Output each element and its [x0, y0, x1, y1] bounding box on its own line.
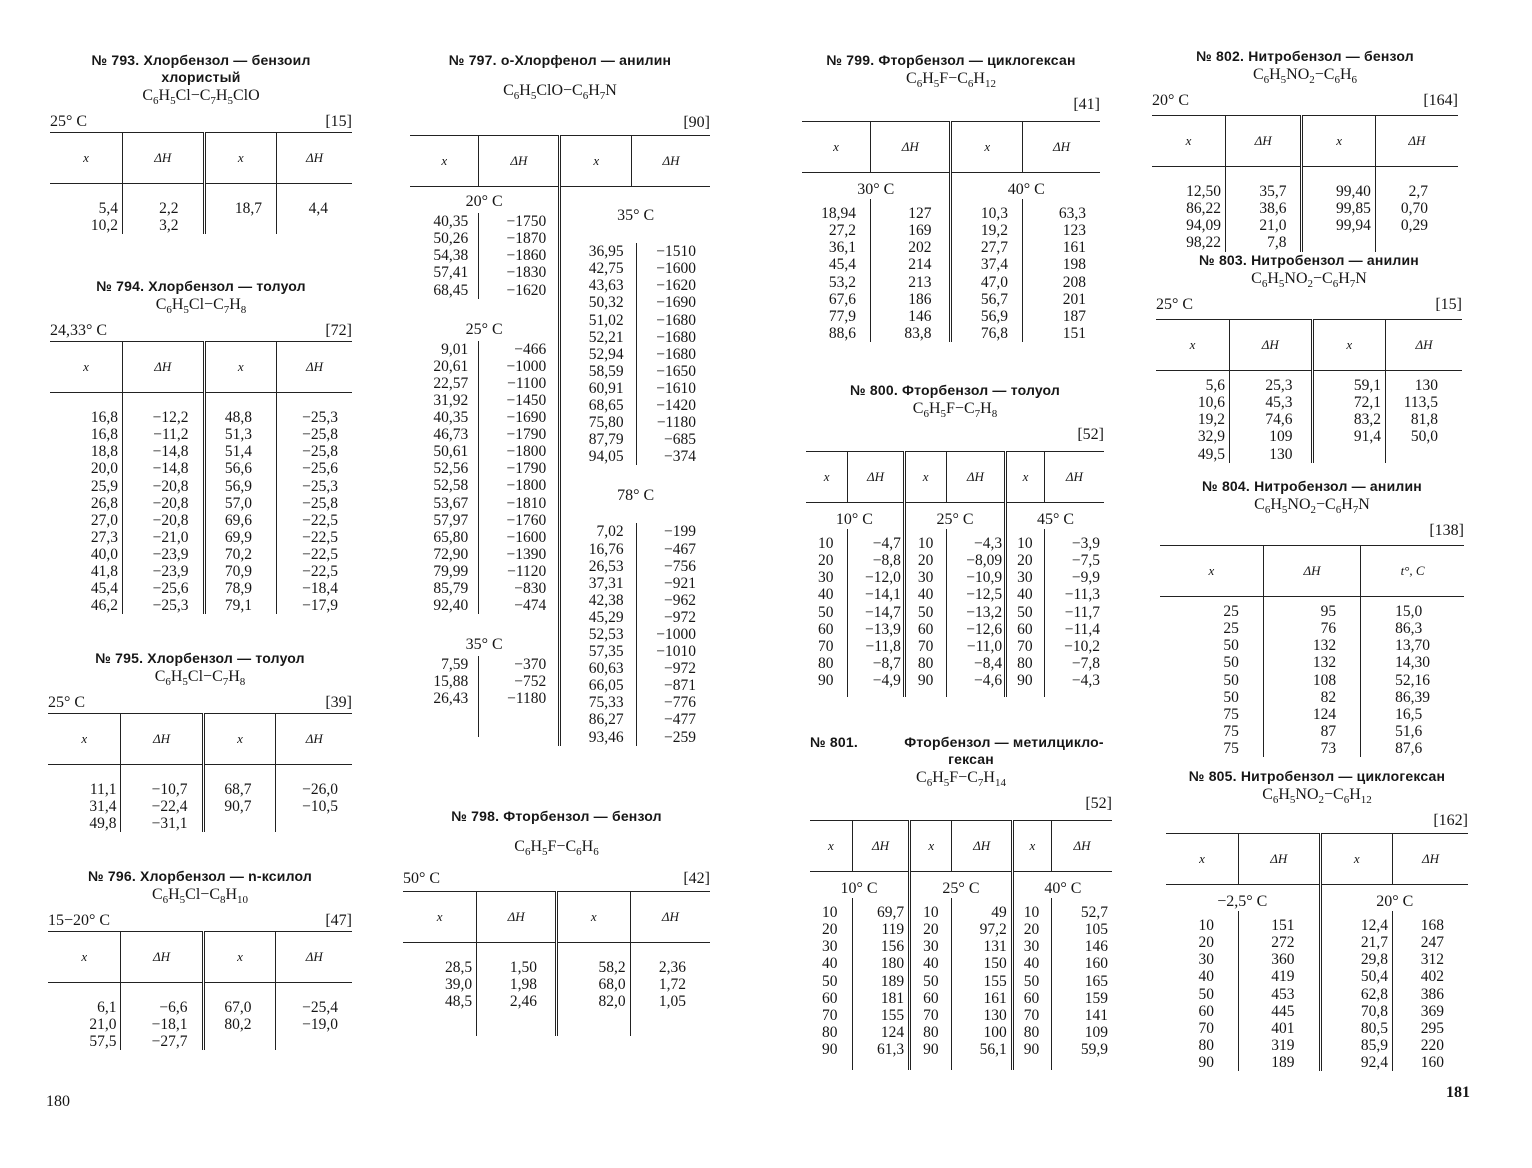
table-title: № 793. Хлорбензол — бензоил: [91, 52, 311, 68]
dh-values: −25,3 −25,8 −25,8 −25,6 −25,3 −25,8 −22,5 −22,5 −22,5 −22,5 −18,4 −17,9: [302, 409, 338, 615]
temperature-label: 35° C: [617, 207, 655, 225]
x-values: 10,3 19,2 27,7 37,4 47,0 56,7 56,9 76,8: [951, 199, 1023, 342]
x-values: 5,6 10,6 19,2 32,9 49,5: [1156, 371, 1229, 463]
table-title-continued: гексан: [948, 751, 994, 767]
temperature-values: 15,0 86,3 13,70 14,30 52,16 86,39 16,5 51,6 87,6: [1395, 603, 1430, 757]
x-values: 9,01 20,61 22,57 31,92 40,35 46,73 50,61 52,56 52,58 53,67 57,97 65,80 72,90 79,99 85,79 92,40: [433, 340, 469, 615]
page-number-right: 181: [1446, 1084, 1470, 1101]
temperature-label: 30° C: [802, 173, 951, 200]
x-values: 10 20 30 40 50 60 70 80 90: [1166, 911, 1238, 1071]
formula: $C_6H_5Cl-C_8H_{10}$: [151, 886, 249, 907]
series-20c: [410, 213, 558, 298]
x-values: 6,1 21,0 57,5: [48, 983, 121, 1051]
table-title: № 802. Нитробензол — бензол: [1196, 48, 1414, 64]
table-meta: [1156, 294, 1462, 315]
x-values: 10 20 30 40 50 60 70 80 90: [1006, 529, 1045, 697]
column-header: ΔH: [1238, 834, 1320, 885]
table-title: № 805. Нитробензол — циклогексан: [1188, 768, 1446, 784]
temperature-label: 45° C: [1037, 511, 1075, 529]
temperature: 15−20° C: [48, 912, 111, 930]
reference: [52]: [1085, 795, 1112, 813]
series-25c: [410, 341, 558, 615]
data-table: [410, 135, 710, 745]
table-meta: [50, 320, 352, 341]
reference: [164]: [1423, 92, 1458, 110]
data-table: [50, 341, 352, 614]
formula: $C_6H_5Cl-C_7H_8$: [154, 668, 246, 689]
column-header: x: [1012, 821, 1051, 872]
column-header: ΔH: [1263, 546, 1360, 597]
column-header: ΔH: [632, 136, 710, 187]
dh-values: 95 76 132 132 108 82 124 87 73: [1263, 597, 1360, 757]
column-header: ΔH: [848, 452, 905, 503]
table-801: [810, 734, 1112, 1070]
column-header: ΔH: [1023, 122, 1101, 173]
dh-values: 2,7 0,70 0,29: [1400, 183, 1428, 235]
formula: $C_6H_5F-C_7H_{14}$: [916, 769, 1006, 790]
reference: [72]: [325, 322, 352, 340]
column-header: x: [560, 136, 632, 187]
column-header: x: [48, 714, 121, 765]
dh-values: −12,2 −11,2 −14,8 −14,8 −20,8 −20,8 −20,8 −21,0 −23,9 −23,9 −25,6 −25,3: [122, 393, 204, 615]
table-793: [50, 52, 352, 234]
page-number-left: 180: [46, 1093, 70, 1110]
table-number: № 801.: [810, 734, 858, 750]
column-header: x: [1166, 834, 1238, 885]
dh-values: 52,7 105 146 160 165 159 141 109 59,9: [1080, 904, 1108, 1058]
series-35c: [561, 243, 710, 465]
column-header: ΔH: [1375, 116, 1458, 167]
data-table: [806, 451, 1104, 697]
data-table: [1160, 545, 1464, 757]
formula: $C_6H_5F-C_7H_8$: [912, 400, 998, 421]
temperature: 24,33° C: [50, 322, 108, 340]
table-meta: [1160, 520, 1464, 541]
dh-values: 69,7 119 156 180 189 181 155 124 61,3: [852, 898, 909, 1070]
x-values: 28,5 39,0 48,5: [403, 943, 477, 1037]
column-header: ΔH: [871, 122, 951, 173]
column-header: x: [203, 932, 276, 983]
column-header: x: [204, 133, 276, 184]
x-values: 10 20 30 40 50 60 70 80 90: [910, 898, 952, 1070]
right-half: [560, 187, 710, 746]
table-803: [1156, 252, 1462, 463]
column-header: x: [1156, 320, 1229, 371]
column-header: x: [910, 821, 952, 872]
formula: $C_6H_5NO_2-C_6H_7N$: [1254, 496, 1370, 517]
temperature-label: 35° C: [465, 636, 503, 654]
x-values: 59,1 72,1 83,2 91,4: [1312, 371, 1385, 463]
dh-values: −1750 −1870 −1860 −1830 −1620: [478, 213, 558, 298]
formula: $C_6H_5NO_2-C_6H_7N$: [1251, 270, 1367, 291]
x-values: 7,02 16,76 26,53 37,31 42,38 45,29 52,53 57,35 60,63 66,05 75,33 86,27 93,46: [588, 523, 624, 746]
x-values: 10 20 30 40 50 60 70 80 90: [904, 529, 946, 697]
column-header: ΔH: [1044, 452, 1104, 503]
column-header: ΔH: [1392, 834, 1468, 885]
table-meta: [806, 424, 1104, 445]
table-title: № 796. Хлорбензол — n-ксилол: [88, 868, 312, 884]
column-header: x: [50, 342, 122, 393]
dh-values: 1,50 1,98 2,46: [477, 943, 557, 1037]
column-header: ΔH: [122, 133, 204, 184]
column-header: ΔH: [1225, 116, 1302, 167]
series-78c: [561, 523, 710, 745]
dh-values: 63,3 123 161 198 208 201 187 151: [1058, 205, 1086, 342]
column-header: x: [802, 122, 871, 173]
dh-values: 151 272 360 419 453 445 401 319 189: [1238, 911, 1320, 1071]
table-800: [806, 382, 1104, 697]
column-header: ΔH: [946, 452, 1006, 503]
x-values: 36,95 42,75 43,63 50,32 51,02 52,21 52,94 58,59 60,91 68,65 75,80 87,79 94,05: [588, 243, 624, 466]
table-meta: [50, 111, 352, 132]
temperature-label: 25° C: [904, 503, 1005, 530]
dh-values: 2,2 3,2: [122, 184, 204, 235]
reference: [138]: [1429, 522, 1464, 540]
temperature-label: 25° C: [910, 872, 1013, 899]
column-header: ΔH: [276, 714, 352, 765]
column-header: x: [403, 892, 477, 943]
temperature: 25° C: [48, 694, 86, 712]
column-header: ΔH: [276, 342, 352, 393]
reference: [41]: [1073, 96, 1100, 114]
x-values: 48,8 51,3 51,4 56,6 56,9 57,0 69,6 69,9 70,2 70,9 78,9 79,1: [204, 393, 276, 615]
dh-values: 35,7 38,6 21,0 7,8: [1225, 167, 1302, 252]
x-values: 10 20 30 40 50 60 70 80 90: [1012, 898, 1051, 1070]
table-802: [1152, 48, 1458, 252]
formula: $C_6H_5ClO-C_6H_7N$: [503, 82, 617, 103]
temperature-label: 40° C: [1044, 880, 1082, 898]
x-values: 40,35 50,26 54,38 57,41 68,45: [433, 213, 469, 299]
left-half: [410, 187, 560, 746]
table-title: № 799. Фторбензол — циклогексан: [826, 52, 1076, 68]
table-title: № 803. Нитробензол — анилин: [1199, 252, 1419, 268]
x-values: 25 25 50 50 50 50 75 75 75: [1160, 597, 1263, 757]
reference: [42]: [683, 870, 710, 888]
column-header: x: [203, 714, 276, 765]
x-values: 58,2 68,0 82,0: [556, 943, 630, 1037]
data-table: [1166, 833, 1468, 1071]
temperature-label: 78° C: [617, 487, 655, 505]
column-header: ΔH: [121, 714, 203, 765]
column-header: x: [410, 136, 479, 187]
table-meta: [802, 94, 1100, 115]
data-table: [50, 132, 352, 234]
column-header: x: [904, 452, 946, 503]
column-header: ΔH: [276, 932, 352, 983]
formula: $C_6H_5Cl-C_7H_8$: [155, 296, 247, 317]
dh-values: −199 −467 −756 −921 −962 −972 −1000 −1010 −972 −871 −776 −477 −259: [636, 523, 710, 745]
table-meta: [48, 692, 352, 713]
column-header: x: [50, 133, 122, 184]
column-header: ΔH: [952, 821, 1012, 872]
column-header: x: [1006, 452, 1045, 503]
column-header: x: [951, 122, 1023, 173]
column-header: t°, C: [1361, 546, 1464, 597]
column-header: ΔH: [1229, 320, 1312, 371]
x-values: 12,4 21,7 29,8 50,4 62,8 70,8 80,5 85,9 92,4: [1320, 911, 1392, 1071]
column-header: ΔH: [121, 932, 203, 983]
x-values: 18,7: [204, 184, 276, 235]
table-795: [48, 650, 352, 832]
table-meta: [48, 910, 352, 931]
table-title: № 794. Хлорбензол — толуол: [96, 278, 306, 294]
data-table: [403, 891, 710, 1036]
table-title: № 800. Фторбензол — толуол: [849, 382, 1061, 398]
table-meta: [403, 868, 710, 889]
table-797: [410, 52, 710, 746]
reference: [15]: [1435, 296, 1462, 314]
dh-values: 25,3 45,3 74,6 109 130: [1229, 371, 1312, 463]
dh-values: 2,36 1,72 1,05: [658, 959, 686, 1011]
data-table: [802, 121, 1100, 342]
data-table: [810, 820, 1112, 1070]
series-35c: [410, 656, 558, 737]
formula: $C_6H_5F-C_6H_{12}$: [906, 70, 996, 91]
table-796: [48, 868, 352, 1050]
dh-values: 49 97,2 131 150 155 161 130 100 56,1: [952, 898, 1012, 1070]
x-values: 5,4 10,2: [50, 184, 122, 235]
dh-values: −3,9 −7,5 −9,9 −11,3 −11,7 −11,4 −10,2 −7,8 −4,3: [1064, 535, 1100, 689]
x-values: 10 20 30 40 50 60 70 80 90: [810, 898, 852, 1070]
column-header: ΔH: [479, 136, 560, 187]
dh-values: −6,6 −18,1 −27,7: [121, 983, 203, 1051]
column-header: x: [1152, 116, 1225, 167]
column-header: x: [1312, 320, 1385, 371]
table-794: [50, 278, 352, 614]
table-title: [810, 734, 1112, 768]
table-meta: [410, 112, 710, 133]
formula: $C_6H_5NO_2-C_6H_6$: [1252, 66, 1358, 87]
column-header: x: [806, 452, 848, 503]
reference: [47]: [325, 912, 352, 930]
column-header: x: [204, 342, 276, 393]
column-header: ΔH: [477, 892, 557, 943]
temperature-label: 10° C: [810, 872, 910, 899]
data-table: [1156, 319, 1462, 462]
x-values: 68,7 90,7: [203, 765, 276, 833]
x-values: 7,59 15,88 26,43: [433, 656, 469, 708]
temperature-label: 40° C: [1007, 181, 1045, 199]
dh-values: −370 −752 −1180: [478, 656, 558, 737]
dh-values: −10,7 −22,4 −31,1: [121, 765, 203, 833]
column-header: x: [1320, 834, 1392, 885]
temperature: 25° C: [50, 113, 88, 131]
table-title-continued: хлористый: [161, 69, 241, 85]
dh-values: −4,7 −8,8 −12,0 −14,1 −14,7 −13,9 −11,8 −8,7 −4,9: [848, 529, 905, 697]
column-header: ΔH: [852, 821, 909, 872]
temperature-label: 20° C: [1376, 893, 1414, 911]
x-values: 99,40 99,85 99,94: [1302, 167, 1375, 252]
table-meta: [1152, 90, 1458, 111]
reference: [162]: [1433, 812, 1468, 830]
data-table: [48, 931, 352, 1050]
dh-values: 130 113,5 81,8 50,0: [1403, 377, 1438, 446]
dh-values: −4,3 −8,09 −10,9 −12,5 −13,2 −12,6 −11,0 −8,4 −4,6: [946, 529, 1006, 697]
dh-values: 127 169 202 214 213 186 146 83,8: [871, 199, 951, 342]
column-header: x: [556, 892, 630, 943]
dh-values: −26,0 −10,5: [302, 781, 338, 816]
reference: [39]: [325, 694, 352, 712]
reference: [52]: [1077, 426, 1104, 444]
column-header: ΔH: [276, 133, 352, 184]
x-values: 18,94 27,2 36,1 45,4 53,2 67,6 77,9 88,6: [802, 199, 871, 342]
table-meta: [810, 793, 1112, 814]
table-798: [403, 808, 710, 1036]
data-table: [1152, 115, 1458, 251]
table-title: № 798. Фторбензол — бензол: [451, 808, 662, 824]
dh-values: 168 247 312 402 386 369 295 220 160: [1420, 917, 1444, 1071]
temperature-label: 10° C: [806, 503, 904, 530]
table-title: № 804. Нитробензол — анилин: [1202, 478, 1422, 494]
table-805: [1166, 768, 1468, 1071]
temperature-label: 25° C: [465, 320, 503, 338]
column-header: x: [48, 932, 121, 983]
temperature: 50° C: [403, 870, 441, 888]
temperature: 20° C: [1152, 92, 1190, 110]
dh-values: −466 −1000 −1100 −1450 −1690 −1790 −1800 −1790 −1800 −1810 −1760 −1600 −1390 −1120 −830 −474: [478, 341, 558, 615]
reference: [15]: [325, 113, 352, 131]
formula: $C_6H_5Cl-C_7H_5ClO$: [142, 87, 260, 108]
x-values: 10 20 30 40 50 60 70 80 90: [806, 529, 848, 697]
column-header: x: [1160, 546, 1263, 597]
x-values: 16,8 16,8 18,8 20,0 25,9 26,8 27,0 27,3 40,0 41,8 45,4 46,2: [50, 393, 122, 615]
column-header: x: [810, 821, 852, 872]
temperature-label: 20° C: [465, 193, 503, 211]
column-header: ΔH: [1052, 821, 1112, 872]
formula: $C_6H_5NO_2-C_6H_{12}$: [1262, 786, 1372, 807]
column-header: ΔH: [122, 342, 204, 393]
column-header: ΔH: [630, 892, 710, 943]
table-title: № 797. о-Хлорфенол — анилин: [448, 52, 672, 68]
x-values: 12,50 86,22 94,09 98,22: [1152, 167, 1225, 252]
x-values: 67,0 80,2: [203, 983, 276, 1051]
temperature: 25° C: [1156, 296, 1194, 314]
table-804: [1160, 478, 1464, 757]
table-meta: [1166, 810, 1468, 831]
temperature-label: −2,5° C: [1166, 885, 1320, 912]
formula: $C_6H_5F-C_6H_6$: [514, 838, 599, 859]
reference: [90]: [683, 114, 710, 132]
column-header: x: [1302, 116, 1375, 167]
table-title-text: Фторбензол — метилцикло-: [904, 734, 1104, 750]
dh-values: −1510 −1600 −1620 −1690 −1680 −1680 −1680 −1650 −1610 −1420 −1180 −685 −374: [636, 243, 710, 465]
x-values: 11,1 31,4 49,8: [48, 765, 121, 833]
column-header: ΔH: [1385, 320, 1462, 371]
table-799: [802, 52, 1100, 342]
dh-values: −25,4 −19,0: [302, 999, 338, 1034]
table-title: № 795. Хлорбензол — толуол: [95, 650, 305, 666]
dh-values: 4,4: [308, 200, 328, 218]
data-table: [48, 713, 352, 832]
